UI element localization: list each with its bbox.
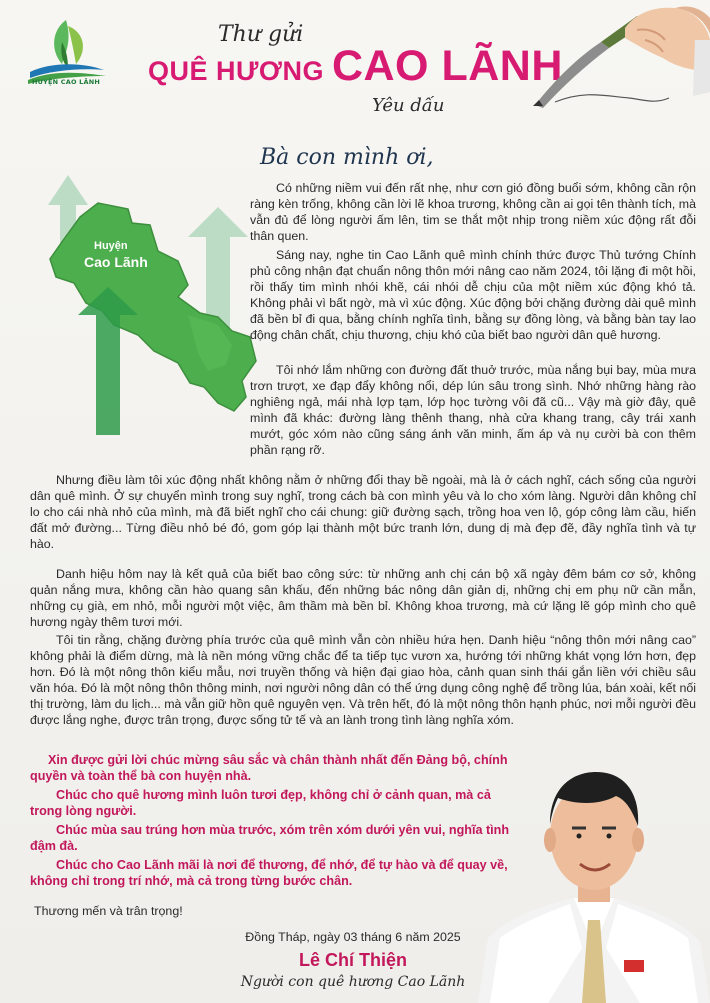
wish-3 xyxy=(30,822,518,854)
date-line: Đồng Tháp, ngày 03 tháng 6 năm 2025 xyxy=(245,930,461,944)
paragraph-5 xyxy=(30,566,696,630)
title-que-huong: QUÊ HƯƠNG xyxy=(148,56,324,86)
paragraph-5-text: Danh hiệu hôm nay là kết quả của biết bao công sức: từ những anh chị cán bộ xã ngày đêm bám cơ sở, không quản nắng mưa, không cần hào quang sân khấu, đến những bác nông dân giản dị, những chị em phụ nữ cần mẫn, những cụ già, em nhỏ, mỗi người một việc, âm thầm mà bền bỉ. Không khoa trương, mà cứ lặng lẽ góp mình cho quê hương ngày thêm tươi mới. xyxy=(30,567,696,630)
paragraph-1 xyxy=(250,180,696,244)
letter-salutation: Bà con mình ơi, xyxy=(260,145,434,170)
wish-1 xyxy=(30,752,518,784)
title-yeu-dau: Yêu dấu xyxy=(372,95,445,116)
logo-caption: HUYỆN CAO LÃNH xyxy=(31,78,100,86)
map-label-huyen: Huyện xyxy=(94,240,128,252)
wish-3-text: Chúc mùa sau trúng hơn mùa trước, xóm trên xóm dưới yên vui, nghĩa tình đậm đà. xyxy=(30,823,510,854)
signer-name: Lê Chí Thiện xyxy=(299,950,407,970)
paragraph-4-text: Nhưng điều làm tôi xúc động nhất không nằm ở những đổi thay bề ngoài, mà là ở cách nghĩ, cách sống của người dân quê mình. Ở sự chuyển mình trong suy nghĩ, trong cách bà con mình yêu và lo cho xóm làng. Người dân không chỉ lo cho cái nhà nhỏ của mình, mà đã biết nghĩ cho cái chung: giữ đường sạch, trồng hoa ven lộ, góp công làm cầu, hiến đất mở đường... Từng điều nhỏ bé đó, gom góp lại thành một bức tranh lớn, dung dị mà đẹp đẽ, đầy nghĩa tình và tự hào. xyxy=(30,473,696,552)
wish-4-text: Chúc cho Cao Lãnh mãi là nơi để thương, để nhớ, để tự hào và để quay về, không chỉ trong trí nhớ, mà cả trong từng bước chân. xyxy=(30,858,508,889)
paragraph-4 xyxy=(30,472,696,552)
paragraph-1-text: Có những niềm vui đến rất nhẹ, như cơn gió đồng buổi sớm, không cần rộn ràng kèn trống, không cần lời lẽ khoa trương, không cần ai gọi tên thành tích, mà vẫn đủ để lòng người ấm lên, tim se thắt một nhịp trong niềm xúc động rất đỗi thân quen. xyxy=(250,181,696,244)
title-script: Thư gửi xyxy=(218,22,304,47)
paragraph-6-text: Tôi tin rằng, chặng đường phía trước của quê mình vẫn còn nhiều hứa hẹn. Danh hiệu “nông thôn mới nâng cao” không phải là điểm dừng, mà là nền móng vững chắc để ta tiếp tục vươn xa, hướng tới những khát vọng lớn hơn, đẹp hơn. Đó là một nông thôn kiểu mẫu, nơi truyền thống và hiện đại giao hòa, cảnh quan sinh thái gắn liền với chiều sâu văn hóa. Đó là một nông thôn thông minh, nơi người nông dân có thể ứng dụng công nghệ để trồng lúa, bán xoài, kết nối thị trường, làm du lịch... mà vẫn giữ hồn quê nguyên vẹn. Và trên hết, đó là một nông thôn hạnh phúc, nơi mỗi người đều được lắng nghe, được trân trọng, được sống tử tế và an lành trong tình làng nghĩa xóm. xyxy=(30,633,696,728)
paragraph-2 xyxy=(250,247,696,344)
title-main xyxy=(148,42,563,91)
wish-1-text: Xin được gửi lời chúc mừng sâu sắc và chân thành nhất đến Đảng bộ, chính quyền và toàn thể bà con huyện nhà. xyxy=(30,753,508,784)
closing-line: Thương mến và trân trọng! xyxy=(34,904,183,918)
hand-pen-illustration xyxy=(525,0,710,110)
paragraph-6 xyxy=(30,632,696,729)
wish-2-text: Chúc cho quê hương mình luôn tươi đẹp, không chỉ ở cảnh quan, mà cả trong lòng người. xyxy=(30,788,491,819)
portrait-photo xyxy=(478,748,710,1003)
signer-subtitle: Người con quê hương Cao Lãnh xyxy=(240,974,466,990)
wish-4 xyxy=(30,857,518,889)
paragraph-3-text: Tôi nhớ lắm những con đường đất thuở trước, mùa nắng bụi bay, mùa mưa trơn trượt, xe đạp đẩy không nổi, dép lún sâu trong sình. Nhớ những hàng rào nghiêng ngả, mái nhà lợp tạm, lớp học tường vôi đã cũ... Vậy mà giờ đây, quê mình đã khác: đường làng thênh thang, nhà cửa khang trang, cây trái xanh mướt, góc xóm nào cũng sáng ánh văn minh, ấm áp và nụ cười bà con thêm phần rạng rỡ. xyxy=(250,363,696,458)
title-cao-lanh: CAO LÃNH xyxy=(331,42,563,90)
wish-2 xyxy=(30,787,518,819)
district-map-illustration xyxy=(28,165,260,445)
paragraph-3 xyxy=(250,362,696,459)
map-label-cao-lanh: Cao Lãnh xyxy=(84,254,148,270)
paragraph-2-text: Sáng nay, nghe tin Cao Lãnh quê mình chính thức được Thủ tướng Chính phủ công nhận đạt chuẩn nông thôn mới nâng cao năm 2024, tôi lặng đi một hồi, rồi thấy tim mình nhói khẽ, cái nhói dễ chịu của một niềm xúc động khó tả. Không phải vì bất ngờ, mà vì xúc động. Xúc động bởi chặng đường dài quê mình đã bền bỉ đi qua, bằng chính nghĩa tình, bằng sự đồng lòng, và bằng bàn tay lao động chân chất, chịu thương, chịu khó của biết bao người dân quê hương. xyxy=(250,248,696,343)
